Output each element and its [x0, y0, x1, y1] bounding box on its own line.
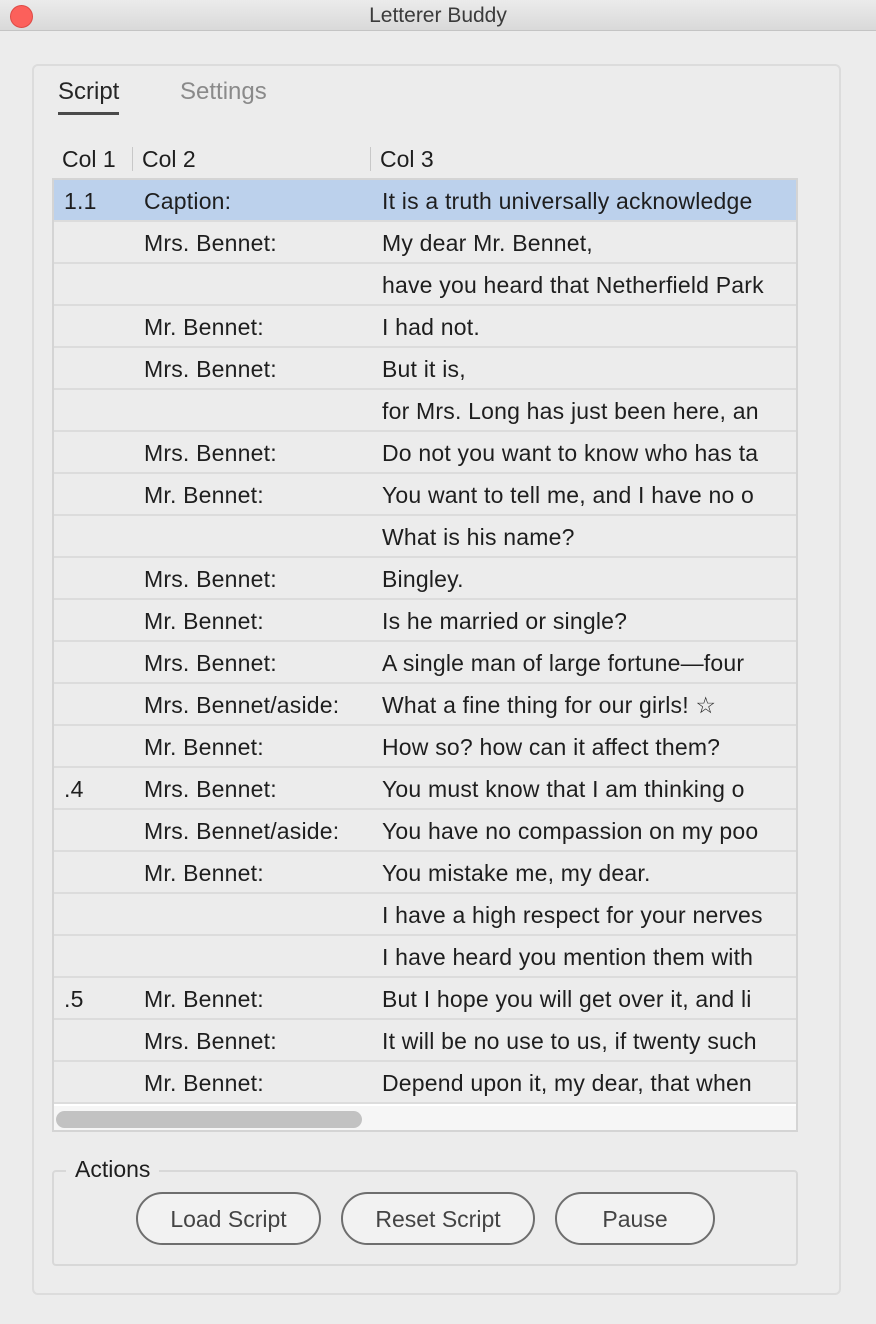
- table-cell-col-2: Mrs. Bennet:: [144, 230, 277, 256]
- column-resize-handle[interactable]: [132, 147, 133, 171]
- table-cell-col-2: Caption:: [144, 188, 232, 214]
- window-title: Letterer Buddy: [369, 4, 507, 27]
- title-bar: [0, 0, 876, 31]
- table-cell-col-2: Mrs. Bennet:: [144, 440, 277, 466]
- table-row[interactable]: [54, 684, 798, 726]
- table-row[interactable]: [54, 474, 798, 516]
- table-row[interactable]: [54, 1062, 798, 1104]
- table-cell-col-3: Bingley.: [382, 566, 464, 592]
- table-cell-col-3: You have no compassion on my poo: [382, 818, 759, 844]
- table-cell-col-2: Mrs. Bennet:: [144, 776, 277, 802]
- table-row[interactable]: [54, 222, 798, 264]
- table-cell-col-3: Depend upon it, my dear, that when: [382, 1070, 752, 1096]
- table-header: [52, 140, 798, 178]
- table-row[interactable]: [54, 978, 798, 1020]
- column-header-col-2[interactable]: Col 2: [142, 146, 196, 172]
- table-cell-col-2: Mrs. Bennet:: [144, 566, 277, 592]
- table-row[interactable]: [54, 726, 798, 768]
- table-row[interactable]: [54, 516, 798, 558]
- reset-script-button[interactable]: Reset Script: [341, 1192, 535, 1245]
- table-row[interactable]: [54, 768, 798, 810]
- table-cell-col-1: .5: [64, 986, 84, 1012]
- table-cell-col-3: for Mrs. Long has just been here, an: [382, 398, 759, 424]
- table-cell-col-3: I have heard you mention them with: [382, 944, 754, 970]
- table-cell-col-2: Mrs. Bennet:: [144, 356, 277, 382]
- table-row[interactable]: [54, 558, 798, 600]
- actions-legend: Actions: [66, 1156, 159, 1183]
- table-cell-col-3: A single man of large fortune—four: [382, 650, 745, 676]
- table-row[interactable]: [54, 390, 798, 432]
- table-cell-col-3: What a fine thing for our girls! ☆: [382, 692, 717, 718]
- table-row[interactable]: [54, 642, 798, 684]
- table-cell-col-2: Mrs. Bennet:: [144, 1028, 277, 1054]
- table-cell-col-2: Mr. Bennet:: [144, 986, 264, 1012]
- column-header-col-3[interactable]: Col 3: [380, 146, 434, 172]
- table-row[interactable]: [54, 180, 798, 222]
- table-cell-col-2: Mr. Bennet:: [144, 1070, 264, 1096]
- table-cell-col-3: have you heard that Netherfield Park: [382, 272, 764, 298]
- script-table[interactable]: [52, 178, 798, 1132]
- tab-script[interactable]: Script: [58, 78, 119, 116]
- table-row[interactable]: [54, 852, 798, 894]
- table-row[interactable]: [54, 936, 798, 978]
- table-cell-col-3: You want to tell me, and I have no o: [382, 482, 755, 508]
- table-cell-col-3: It will be no use to us, if twenty such: [382, 1028, 757, 1054]
- load-script-button[interactable]: Load Script: [136, 1192, 321, 1245]
- table-cell-col-3: You mistake me, my dear.: [382, 860, 651, 886]
- table-row[interactable]: [54, 432, 798, 474]
- table-cell-col-2: Mrs. Bennet:: [144, 650, 277, 676]
- table-row[interactable]: [54, 306, 798, 348]
- table-cell-col-3: My dear Mr. Bennet,: [382, 230, 593, 256]
- table-cell-col-2: Mr. Bennet:: [144, 734, 264, 760]
- table-cell-col-3: But I hope you will get over it, and li: [382, 986, 752, 1012]
- table-cell-col-3: It is a truth universally acknowledge: [382, 188, 753, 214]
- table-cell-col-3: Do not you want to know who has ta: [382, 440, 759, 466]
- table-row[interactable]: [54, 600, 798, 642]
- table-cell-col-2: Mr. Bennet:: [144, 860, 264, 886]
- table-cell-col-3: But it is,: [382, 356, 466, 382]
- table-cell-col-3: I have a high respect for your nerves: [382, 902, 763, 928]
- table-cell-col-2: Mr. Bennet:: [144, 314, 264, 340]
- table-cell-col-1: 1.1: [64, 188, 97, 214]
- scrollbar-thumb[interactable]: [56, 1111, 362, 1128]
- table-cell-col-3: You must know that I am thinking o: [382, 776, 745, 802]
- table-row[interactable]: [54, 894, 798, 936]
- table-cell-col-2: Mrs. Bennet/aside:: [144, 692, 340, 718]
- table-cell-col-3: I had not.: [382, 314, 480, 340]
- table-cell-col-2: Mr. Bennet:: [144, 608, 264, 634]
- pause-button[interactable]: Pause: [555, 1192, 715, 1245]
- table-cell-col-2: Mrs. Bennet/aside:: [144, 818, 340, 844]
- tab-settings[interactable]: Settings: [180, 78, 267, 105]
- table-row[interactable]: [54, 264, 798, 306]
- table-row[interactable]: [54, 810, 798, 852]
- table-row[interactable]: [54, 348, 798, 390]
- table-cell-col-2: Mr. Bennet:: [144, 482, 264, 508]
- column-header-col-1[interactable]: Col 1: [62, 146, 116, 172]
- table-cell-col-3: Is he married or single?: [382, 608, 628, 634]
- table-cell-col-1: .4: [64, 776, 84, 802]
- table-cell-col-3: How so? how can it affect them?: [382, 734, 721, 760]
- horizontal-scrollbar[interactable]: [54, 1106, 798, 1130]
- table-cell-col-3: What is his name?: [382, 524, 575, 550]
- column-resize-handle[interactable]: [370, 147, 371, 171]
- table-row[interactable]: [54, 1020, 798, 1062]
